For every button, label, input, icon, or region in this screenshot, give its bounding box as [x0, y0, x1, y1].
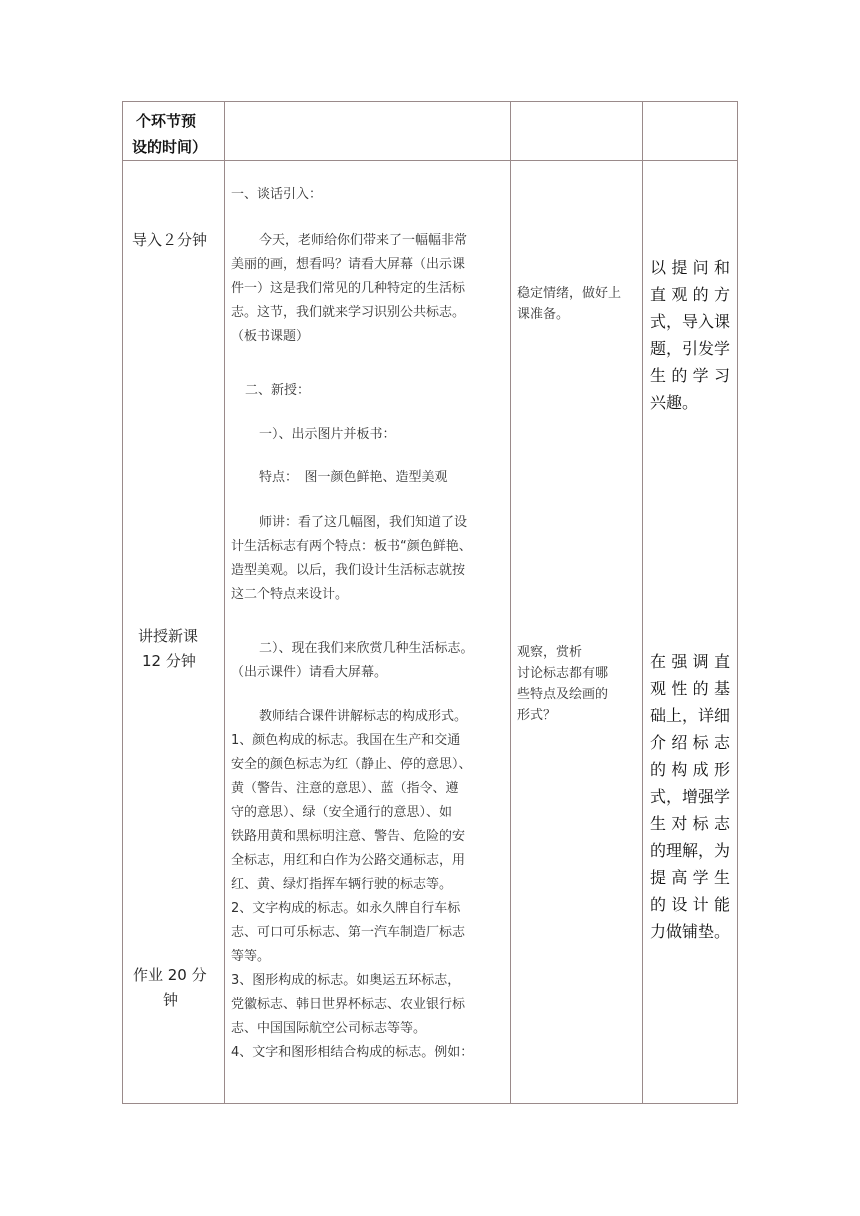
- teacher-para-line: 红、黄、绿灯指挥车辆行驶的标志等。: [231, 877, 453, 892]
- stage-new-lesson-line1: 讲授新课: [138, 627, 199, 645]
- teacher-para-line: 计生活标志有两个特点：板书“颜色鲜艳、: [231, 539, 472, 554]
- teacher-para-line: 3、图形构成的标志。如奥运五环标志，: [231, 973, 461, 988]
- intent-line: 的构成形: [650, 760, 730, 779]
- intent-line: 兴趣。: [650, 393, 699, 412]
- teacher-para-line: 教师结合课件讲解标志的构成形式。: [259, 709, 468, 724]
- intent-line: 的理解，为: [650, 841, 731, 860]
- teacher-para-line: （板书课题）: [231, 329, 310, 344]
- intent-line: 力做铺垫。: [650, 922, 731, 941]
- intent-line: 式，增强学: [650, 787, 731, 806]
- intent-line: 以提问和: [650, 258, 730, 277]
- intent-line: 生对标志: [650, 814, 730, 833]
- teacher-heading-intro: 一、谈话引入：: [231, 187, 323, 202]
- teacher-para-line: 今天，老师给你们带来了一幅幅非常: [259, 233, 468, 248]
- intent-line: 础上，详细: [650, 706, 731, 725]
- teacher-para-line: 2、文字构成的标志。如永久牌自行车标: [231, 901, 461, 916]
- teacher-para-line: 志。这节，我们就来学习识别公共标志。: [231, 305, 466, 320]
- teacher-para-line: 铁路用黄和黑标明注意、警告、危险的安: [231, 829, 466, 844]
- teacher-subheading: 一）、出示图片并板书：: [259, 427, 396, 442]
- intent-line: 式，导入课: [650, 312, 731, 331]
- teacher-para-line: 等等。: [231, 949, 271, 964]
- teacher-para-line: 1、颜色构成的标志。我国在生产和交通: [231, 733, 461, 748]
- teacher-para-line: 守的意思）、绿（安全通行的意思）、如: [231, 805, 453, 820]
- student-activity-line: 观察，赏析: [517, 645, 583, 660]
- column-divider: [642, 102, 643, 1103]
- teacher-para-line: 师讲：看了这几幅图，我们知道了设: [259, 515, 468, 530]
- student-activity-line: 课准备。: [517, 307, 570, 322]
- intent-line: 在强调直: [650, 652, 730, 671]
- row-divider: [123, 160, 737, 161]
- teacher-para-line: 件一）这是我们常见的几种特定的生活标: [231, 281, 466, 296]
- intent-line: 的设计能: [650, 895, 730, 914]
- teacher-heading-new: 二、新授：: [245, 383, 311, 398]
- teacher-para-line: 党徽标志、韩日世界杯标志、农业银行标: [231, 997, 466, 1012]
- teacher-para-line: （出示课件）请看大屏幕。: [231, 665, 388, 680]
- stage-homework-line1: 作业 20 分: [133, 966, 207, 984]
- stage-intro: 导入２分钟: [132, 231, 208, 249]
- intent-line: 观性的基: [650, 679, 730, 698]
- intent-line: 直观的方: [650, 285, 730, 304]
- student-activity-line: 些特点及绘画的: [517, 687, 609, 702]
- stage-new-lesson-line2: 12 分钟: [142, 652, 196, 670]
- stage-homework-line2: 钟: [163, 991, 179, 1009]
- teacher-para-line: 黄（警告、注意的意思）、蓝（指令、遵: [231, 781, 459, 796]
- teacher-para-line: 美丽的画，想看吗？请看大屏幕（出示课: [231, 257, 466, 272]
- teacher-para-line: 全标志，用红和白作为公路交通标志，用: [231, 853, 466, 868]
- intent-line: 生的学习: [650, 366, 730, 385]
- teacher-para-line: 4、文字和图形相结合构成的标志。例如：: [231, 1045, 474, 1060]
- column-divider: [224, 102, 225, 1103]
- student-activity-line: 形式？: [517, 708, 557, 723]
- teacher-para-line: 二）、现在我们来欣赏几种生活标志。: [259, 641, 474, 656]
- intent-line: 介绍标志: [650, 733, 730, 752]
- header-cell-line2: 设的时间）: [132, 138, 208, 156]
- teacher-para-line: 志、可口可乐标志、第一汽车制造厂标志: [231, 925, 466, 940]
- student-activity-line: 稳定情绪，做好上: [517, 286, 622, 301]
- teacher-features: 特点： 图一颜色鲜艳、造型美观: [259, 470, 448, 485]
- intent-line: 题，引发学: [650, 339, 731, 358]
- teacher-para-line: 造型美观。以后，我们设计生活标志就按: [231, 563, 466, 578]
- student-activity-line: 讨论标志都有哪: [517, 666, 609, 681]
- teacher-para-line: 这二个特点来设计。: [231, 587, 349, 602]
- column-divider: [510, 102, 511, 1103]
- intent-line: 提高学生: [650, 868, 730, 887]
- header-cell-line1: 个环节预: [136, 112, 197, 130]
- teacher-para-line: 志、中国国际航空公司标志等等。: [231, 1021, 427, 1036]
- teacher-para-line: 安全的颜色标志为红（静止、停的意思）、: [231, 757, 472, 772]
